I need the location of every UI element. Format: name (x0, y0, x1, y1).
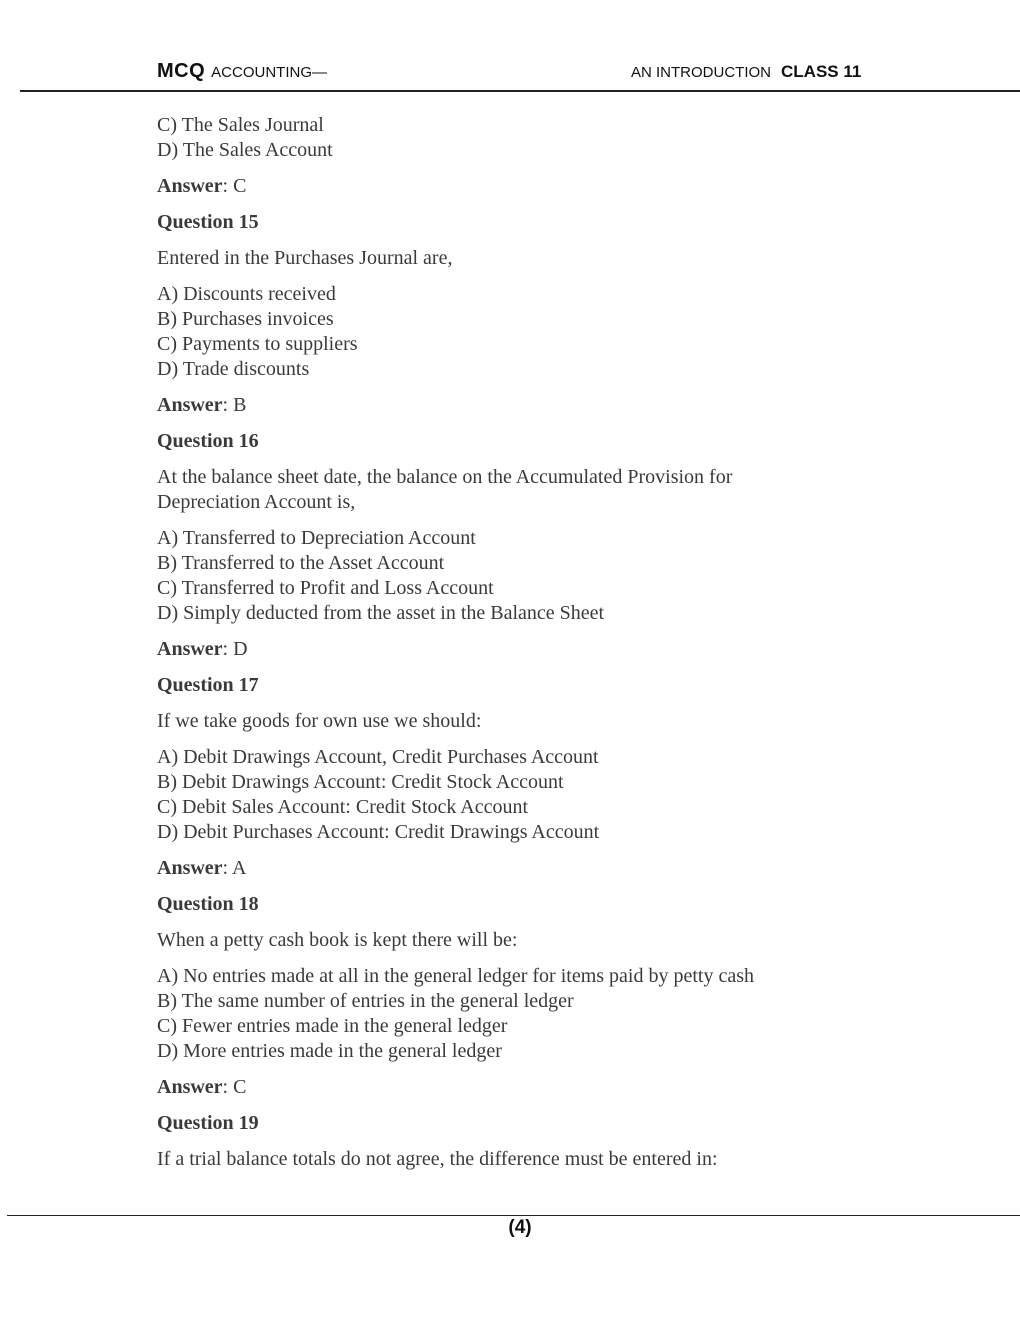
option: C) Transferred to Profit and Loss Account (157, 577, 494, 599)
option: B) The same number of entries in the general ledger (157, 990, 574, 1012)
question-text: Depreciation Account is, (157, 491, 356, 513)
answer-line (157, 856, 857, 881)
option: D) Simply deducted from the asset in the Balance Sheet (157, 602, 605, 624)
option: C) Fewer entries made in the general ledger (157, 1015, 508, 1037)
answer-label: Answer (157, 638, 223, 660)
header-introduction: AN INTRODUCTION (631, 64, 771, 81)
option: D) Debit Purchases Account: Credit Drawings Account (157, 821, 600, 843)
question-title: Question 17 (157, 674, 259, 696)
header-subject: ACCOUNTING— (211, 64, 328, 81)
question-title: Question 19 (157, 1112, 259, 1134)
question-title: Question 15 (157, 211, 259, 233)
answer-value: : C (222, 175, 247, 197)
option: B) Debit Drawings Account: Credit Stock Account (157, 771, 564, 793)
answer-line (157, 393, 857, 418)
question-text: When a petty cash book is kept there will be: (157, 929, 518, 951)
page-content (157, 113, 857, 1172)
header-left (157, 60, 327, 83)
answer-value: : A (222, 857, 247, 879)
answer-line (157, 637, 857, 662)
answer-label: Answer (157, 175, 223, 197)
option: B) Purchases invoices (157, 308, 334, 330)
page-header (0, 0, 1020, 92)
option: A) Discounts received (157, 283, 336, 305)
option: C) Debit Sales Account: Credit Stock Account (157, 796, 529, 818)
header-mcq: MCQ (157, 60, 206, 82)
header-class: CLASS 11 (781, 62, 862, 81)
option: A) Transferred to Depreciation Account (157, 527, 476, 549)
option: B) Transferred to the Asset Account (157, 552, 445, 574)
option: C) The Sales Journal (157, 114, 324, 136)
question-text: If a trial balance totals do not agree, the difference must be entered in: (157, 1148, 718, 1170)
answer-line (157, 174, 857, 199)
answer-line (157, 1075, 857, 1100)
question-title: Question 18 (157, 893, 259, 915)
question-title: Question 16 (157, 430, 259, 452)
option: D) Trade discounts (157, 358, 310, 380)
answer-label: Answer (157, 394, 223, 416)
footer-divider (7, 1215, 1020, 1216)
page-number: (4) (508, 1217, 532, 1238)
option: A) Debit Drawings Account, Credit Purchases Account (157, 746, 599, 768)
answer-value: : C (222, 1076, 247, 1098)
question-text: Entered in the Purchases Journal are, (157, 247, 453, 269)
answer-label: Answer (157, 1076, 223, 1098)
answer-value: : B (222, 394, 247, 416)
header-right (631, 62, 861, 82)
option: C) Payments to suppliers (157, 333, 358, 355)
answer-value: : D (222, 638, 248, 660)
question-text: At the balance sheet date, the balance on the Accumulated Provision for (157, 466, 733, 488)
option: A) No entries made at all in the general ledger for items paid by petty cash (157, 965, 755, 987)
header-divider (20, 90, 1020, 92)
option: D) More entries made in the general ledger (157, 1040, 502, 1062)
option: D) The Sales Account (157, 139, 333, 161)
question-text: If we take goods for own use we should: (157, 710, 482, 732)
answer-label: Answer (157, 857, 223, 879)
